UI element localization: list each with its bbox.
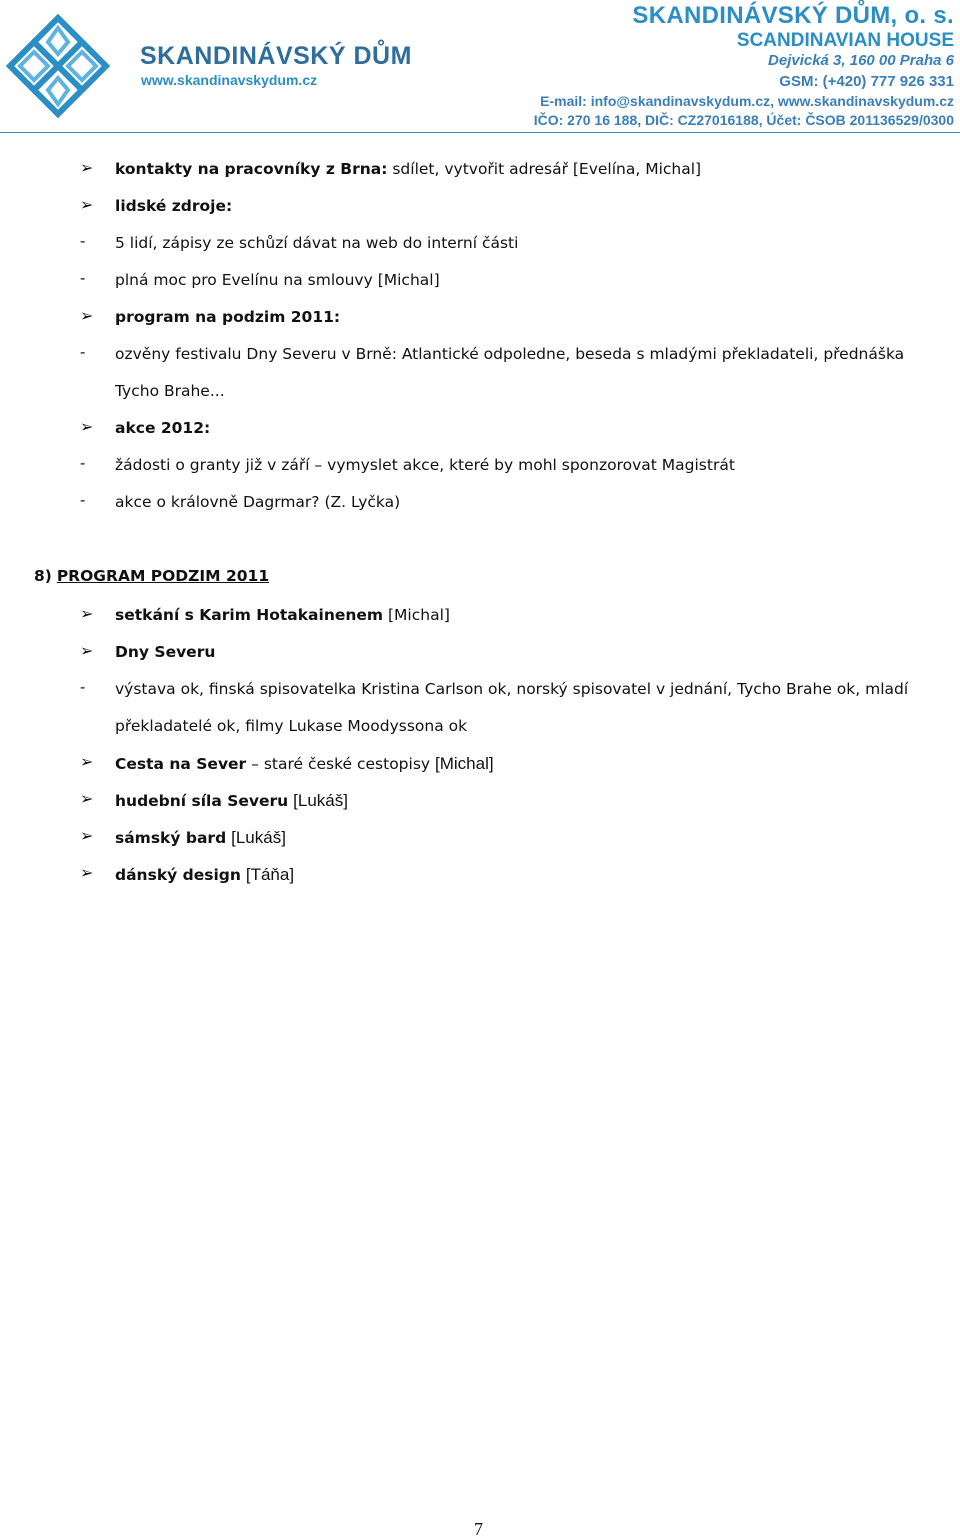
list-item: ozvěny festivalu Dny Severu v Brně: Atlantické odpoledne, beseda s mladými překladateli, přednáška	[115, 345, 905, 363]
list-item: výstava ok, finská spisovatelka Kristina Carlson ok, norský spisovatel v jednání, Tycho Brahe ok, mladí	[115, 680, 909, 698]
list-item: dánský design [Táňa]	[115, 865, 295, 884]
list-item: Cesta na Sever – staré české cestopisy [Michal]	[115, 754, 494, 773]
arrow-bullet-icon: ➢	[80, 195, 94, 214]
list-item-continuation: překladatelé ok, filmy Lukase Moodyssona ok	[115, 717, 468, 735]
arrow-bullet-icon: ➢	[80, 863, 94, 882]
arrow-bullet-icon: ➢	[80, 789, 94, 808]
arrow-bullet-icon: ➢	[80, 752, 94, 771]
arrow-bullet-icon: ➢	[80, 604, 94, 623]
page-number: 7	[474, 1519, 483, 1539]
logo-icon	[4, 4, 132, 128]
dash-bullet: -	[80, 455, 86, 472]
list-item: Dny Severu	[115, 643, 216, 661]
arrow-bullet-icon: ➢	[80, 641, 94, 660]
company-name-en: SCANDINAVIAN HOUSE	[736, 30, 954, 51]
company-ids: IČO: 270 16 188, DIČ: CZ27016188, Účet: ČSOB 201136529/0300	[533, 112, 954, 128]
list-item: kontakty na pracovníky z Brna: sdílet, vytvořit adresář [Evelína, Michal]	[115, 160, 702, 178]
list-item: 5 lidí, zápisy ze schůzí dávat na web do interní části	[115, 234, 519, 252]
company-name: SKANDINÁVSKÝ DŮM, o. s.	[632, 2, 954, 29]
list-item: hudební síla Severu [Lukáš]	[115, 791, 348, 810]
dash-bullet: -	[80, 679, 86, 696]
list-item: žádosti o granty již v září – vymyslet akce, které by mohl sponzorovat Magistrát	[115, 456, 735, 474]
dash-bullet: -	[80, 270, 86, 287]
dash-bullet: -	[80, 344, 86, 361]
header-divider	[0, 132, 960, 133]
list-item: setkání s Karim Hotakainenem [Michal]	[115, 606, 450, 624]
list-item: program na podzim 2011:	[115, 308, 341, 326]
list-item-continuation: Tycho Brahe...	[115, 382, 225, 400]
list-item: akce o královně Dagrmar? (Z. Lyčka)	[115, 493, 401, 511]
list-item: sámský bard [Lukáš]	[115, 828, 286, 847]
list-item: lidské zdroje:	[115, 197, 233, 215]
company-phone: GSM: (+420) 777 926 331	[779, 73, 954, 90]
company-address: Dejvická 3, 160 00 Praha 6	[768, 52, 954, 69]
letterhead	[0, 0, 960, 134]
logo-url: www.skandinavskydum.cz	[141, 72, 318, 88]
arrow-bullet-icon: ➢	[80, 417, 94, 436]
arrow-bullet-icon: ➢	[80, 158, 94, 177]
company-email[interactable]: E-mail: info@skandinavskydum.cz, www.skandinavskydum.cz	[540, 93, 954, 109]
arrow-bullet-icon: ➢	[80, 306, 94, 325]
list-item: plná moc pro Evelínu na smlouvy [Michal]	[115, 271, 440, 289]
dash-bullet: -	[80, 492, 86, 509]
logo-name: SKANDINÁVSKÝ DŮM	[140, 42, 412, 70]
arrow-bullet-icon: ➢	[80, 826, 94, 845]
list-item: akce 2012:	[115, 419, 211, 437]
section-heading: 8) PROGRAM PODZIM 2011	[34, 567, 270, 585]
dash-bullet: -	[80, 233, 86, 250]
